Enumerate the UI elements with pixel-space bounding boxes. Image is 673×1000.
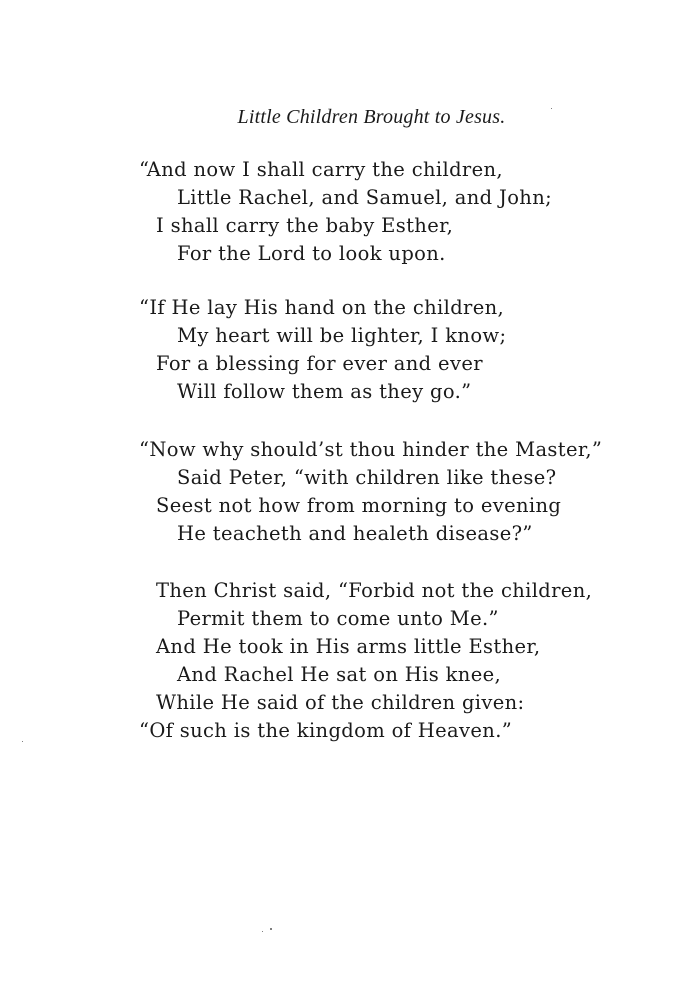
paper-speck: [270, 928, 272, 930]
poem-line: My heart will be lighter, I know;: [177, 324, 507, 347]
poem-line: “And now I shall carry the children,: [139, 158, 503, 181]
paper-speck: [22, 741, 23, 742]
poem-line: Then Christ said, “Forbid not the children,: [156, 579, 593, 602]
poem-line: Little Rachel, and Samuel, and John;: [177, 186, 553, 209]
stanza-1: [139, 156, 659, 268]
poem-line: He teacheth and healeth disease?”: [177, 522, 533, 545]
poem-line: Will follow them as they go.”: [177, 380, 472, 403]
poem-line: For a blessing for ever and ever: [156, 352, 483, 375]
stanza-3: [139, 436, 659, 548]
poem-line: Said Peter, “with children like these?: [177, 466, 557, 489]
stanza-4: [139, 577, 673, 745]
poem-line: For the Lord to look upon.: [177, 242, 446, 265]
poem-line: And Rachel He sat on His knee,: [177, 663, 502, 686]
poem-line: “If He lay His hand on the children,: [139, 296, 505, 319]
paper-speck: [551, 108, 552, 109]
paper-speck: [262, 931, 263, 932]
stanza-2: [139, 294, 659, 406]
poem-line: Seest not how from morning to evening: [156, 494, 562, 517]
poem-line: While He said of the children given:: [156, 691, 525, 714]
poem-line: Permit them to come unto Me.”: [177, 607, 499, 630]
poem-line: I shall carry the baby Esther,: [156, 214, 454, 237]
poem-line: And He took in His arms little Esther,: [156, 635, 541, 658]
poem-title: Little Children Brought to Jesus.: [237, 106, 506, 128]
poem-line: “Of such is the kingdom of Heaven.”: [139, 719, 513, 742]
poem-line: “Now why should’st thou hinder the Master,”: [139, 438, 603, 461]
